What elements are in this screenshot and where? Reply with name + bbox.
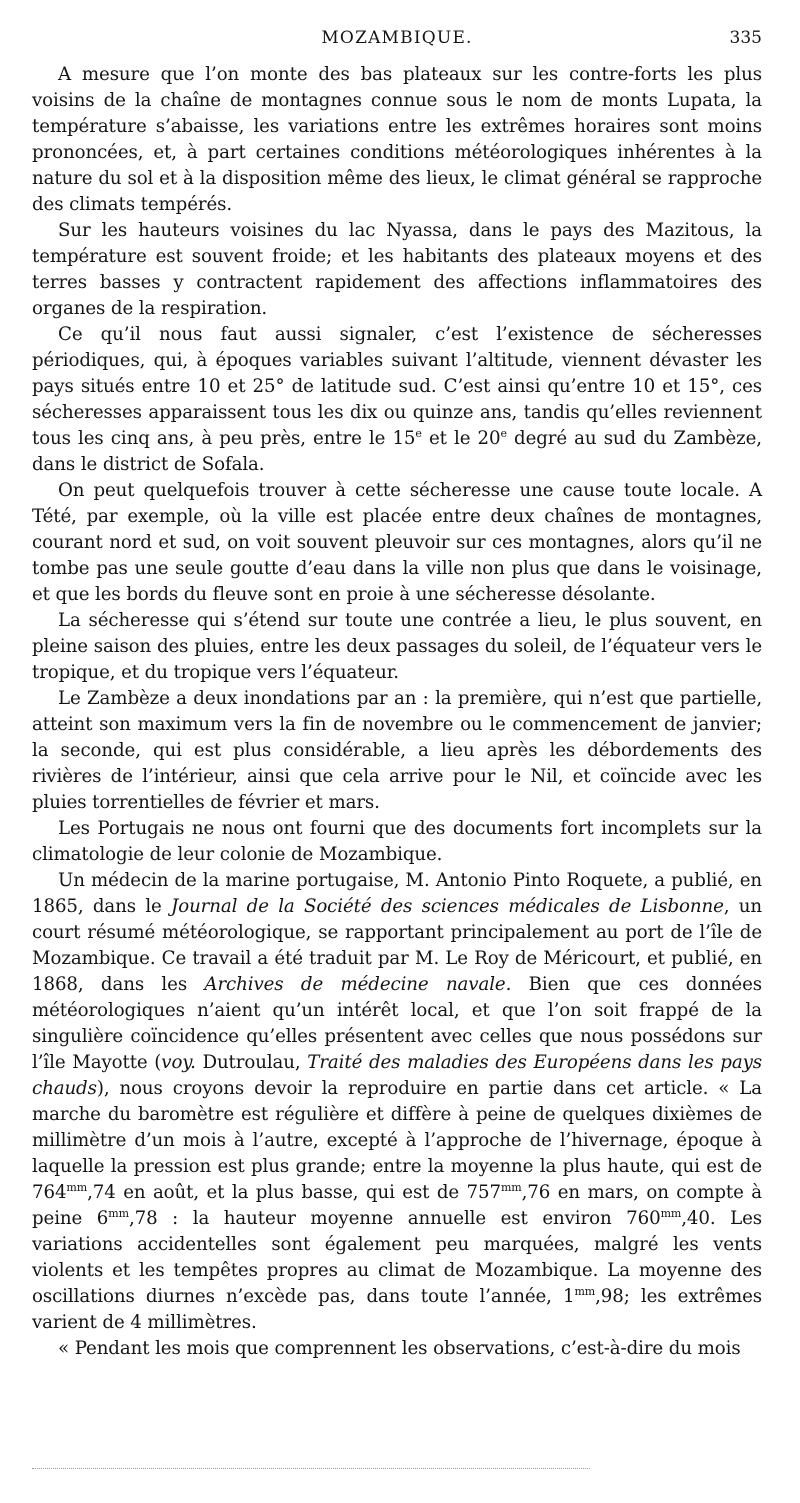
italic-text: Archives de médecine navale.	[204, 974, 512, 995]
body-text	[32, 62, 762, 1362]
paragraph	[32, 868, 762, 1336]
text-segment: On peut quelquefois trouver à cette sécheresse une cause toute locale. A Tété, par exemple, où la ville est placée entre deux chaînes de montagnes, courant nord et sud, on voit souvent pleuvoir sur ces montagnes, alors qu’il ne tombe pas une seule goutte d’eau dans la ville non plus que dans le voisinage, et que les bords du fleuve sont en proie à une sécheresse désolante.	[32, 480, 762, 605]
paragraph	[32, 218, 762, 322]
text-segment: « Pendant les mois que comprennent les observations, c’est-à-dire du mois	[58, 1338, 741, 1359]
text-segment: Bien que ces données météorologiques n’aient qu’un intérêt local, et que l’on soit frappé de la singulière coïncidence qu’elles présentent avec celles que nous possédons sur l’île Mayotte (	[32, 974, 762, 1073]
text-segment: degré au sud du Zambèze, dans le district de Sofala.	[32, 428, 762, 475]
text-segment: Dutroulau,	[195, 1052, 308, 1073]
running-title: MOZAMBIQUE.	[321, 28, 473, 48]
superscript: mm	[500, 1181, 522, 1194]
superscript: mm	[66, 1181, 88, 1194]
superscript: mm	[108, 1207, 129, 1220]
text-segment: Le Zambèze a deux inondations par an : la première, qui n’est que partielle, atteint son maximum vers la fin de novembre ou le commencement de janvier; la seconde, qui est plus considérable, a lieu après les débordements des rivières de l’intérieur, ainsi que cela arrive pour le Nil, et coïncide avec les pluies torrentielles de février et mars.	[32, 688, 762, 813]
superscript: e	[415, 427, 422, 440]
paragraph	[32, 62, 762, 218]
running-head	[32, 28, 762, 54]
text-segment: et le 20	[421, 428, 501, 449]
footer-rule	[32, 1468, 590, 1469]
italic-text: Traité des maladies des Européens dans les pays chauds	[32, 1052, 762, 1099]
text-segment: A mesure que l’on monte des bas plateaux sur les contre-forts les plus voisins de la chaîne de montagnes connue sous le nom de monts Lupata, la température s’abaisse, les variations entre les extrêmes horaires sont moins prononcées, et, à part certaines conditions météorologiques inhérentes à la nature du sol et à la disposition même des lieux, le climat général se rapproche des climats tempérés.	[32, 64, 762, 215]
text-segment: La sécheresse qui s’étend sur toute une contrée a lieu, le plus souvent, en pleine saison des pluies, entre les deux passages du soleil, de l’équateur vers le tropique, et du tropique vers l’équateur.	[32, 610, 762, 683]
text-segment: ,76 en mars, on compte à peine 6	[32, 1182, 762, 1229]
paragraph	[32, 816, 762, 868]
text-segment: Un médecin de la marine portugaise, M. Antonio Pinto Roquete, a publié, en 1865, dans le	[32, 870, 762, 917]
text-segment: ,98; les extrêmes varient de 4 millimètres.	[32, 1286, 762, 1333]
text-segment: ,40. Les variations accidentelles sont également peu marquées, malgré les vents violents et les tempêtes propres au climat de Mozambique. La moyenne des oscillations diurnes n’excède pas, dans toute l’année, 1	[32, 1208, 762, 1307]
italic-text: Journal de la Société des sciences médicales de Lisbonne	[171, 896, 724, 917]
page-number: 335	[729, 28, 762, 48]
text-segment: , un court résumé météorologique, se rapportant principalement au port de l’île de Mozambique. Ce travail a été traduit par M. Le Roy de Méricourt, et publié, en 1868, dans les	[32, 896, 762, 995]
paragraph	[32, 478, 762, 608]
superscript: mm	[574, 1285, 596, 1298]
text-segment: Les Portugais ne nous ont fourni que des documents fort incomplets sur la climatologie de leur colonie de Mozambique.	[32, 818, 762, 865]
superscript: mm	[660, 1207, 682, 1220]
text-segment: ,74 en août, et la plus basse, qui est de 757	[87, 1182, 501, 1203]
paragraph	[32, 686, 762, 816]
paragraph	[32, 322, 762, 478]
text-segment: Ce qu’il nous faut aussi signaler, c’est l’existence de sécheresses périodiques, qui, à époques variables suivant l’altitude, viennent dévaster les pays situés entre 10 et 25° de latitude sud. C’est ainsi qu’entre 10 et 15°, ces sécheresses apparaissent tous les dix ou quinze ans, tandis qu’elles reviennent tous les cinq ans, à peu près, entre le 15	[32, 324, 762, 449]
superscript: e	[500, 427, 507, 440]
paragraph	[32, 608, 762, 686]
paragraph	[32, 1336, 762, 1362]
italic-text: voy.	[161, 1052, 196, 1073]
text-segment: ,78 : la hauteur moyenne annuelle est environ 760	[128, 1208, 661, 1229]
text-segment: ), nous croyons devoir la reproduire en partie dans cet article. « La marche du baromètre est régulière et diffère à peine de quelques dixièmes de millimètre d’un mois à l’autre, excepté à l’approche de l’hivernage, époque à laquelle la pression est plus grande; entre la moyenne la plus haute, qui est de 764	[32, 1078, 762, 1203]
text-segment: Sur les hauteurs voisines du lac Nyassa, dans le pays des Mazitous, la température est souvent froide; et les habitants des plateaux moyens et des terres basses y contractent rapidement des affections inflammatoires des organes de la respiration.	[32, 220, 762, 319]
